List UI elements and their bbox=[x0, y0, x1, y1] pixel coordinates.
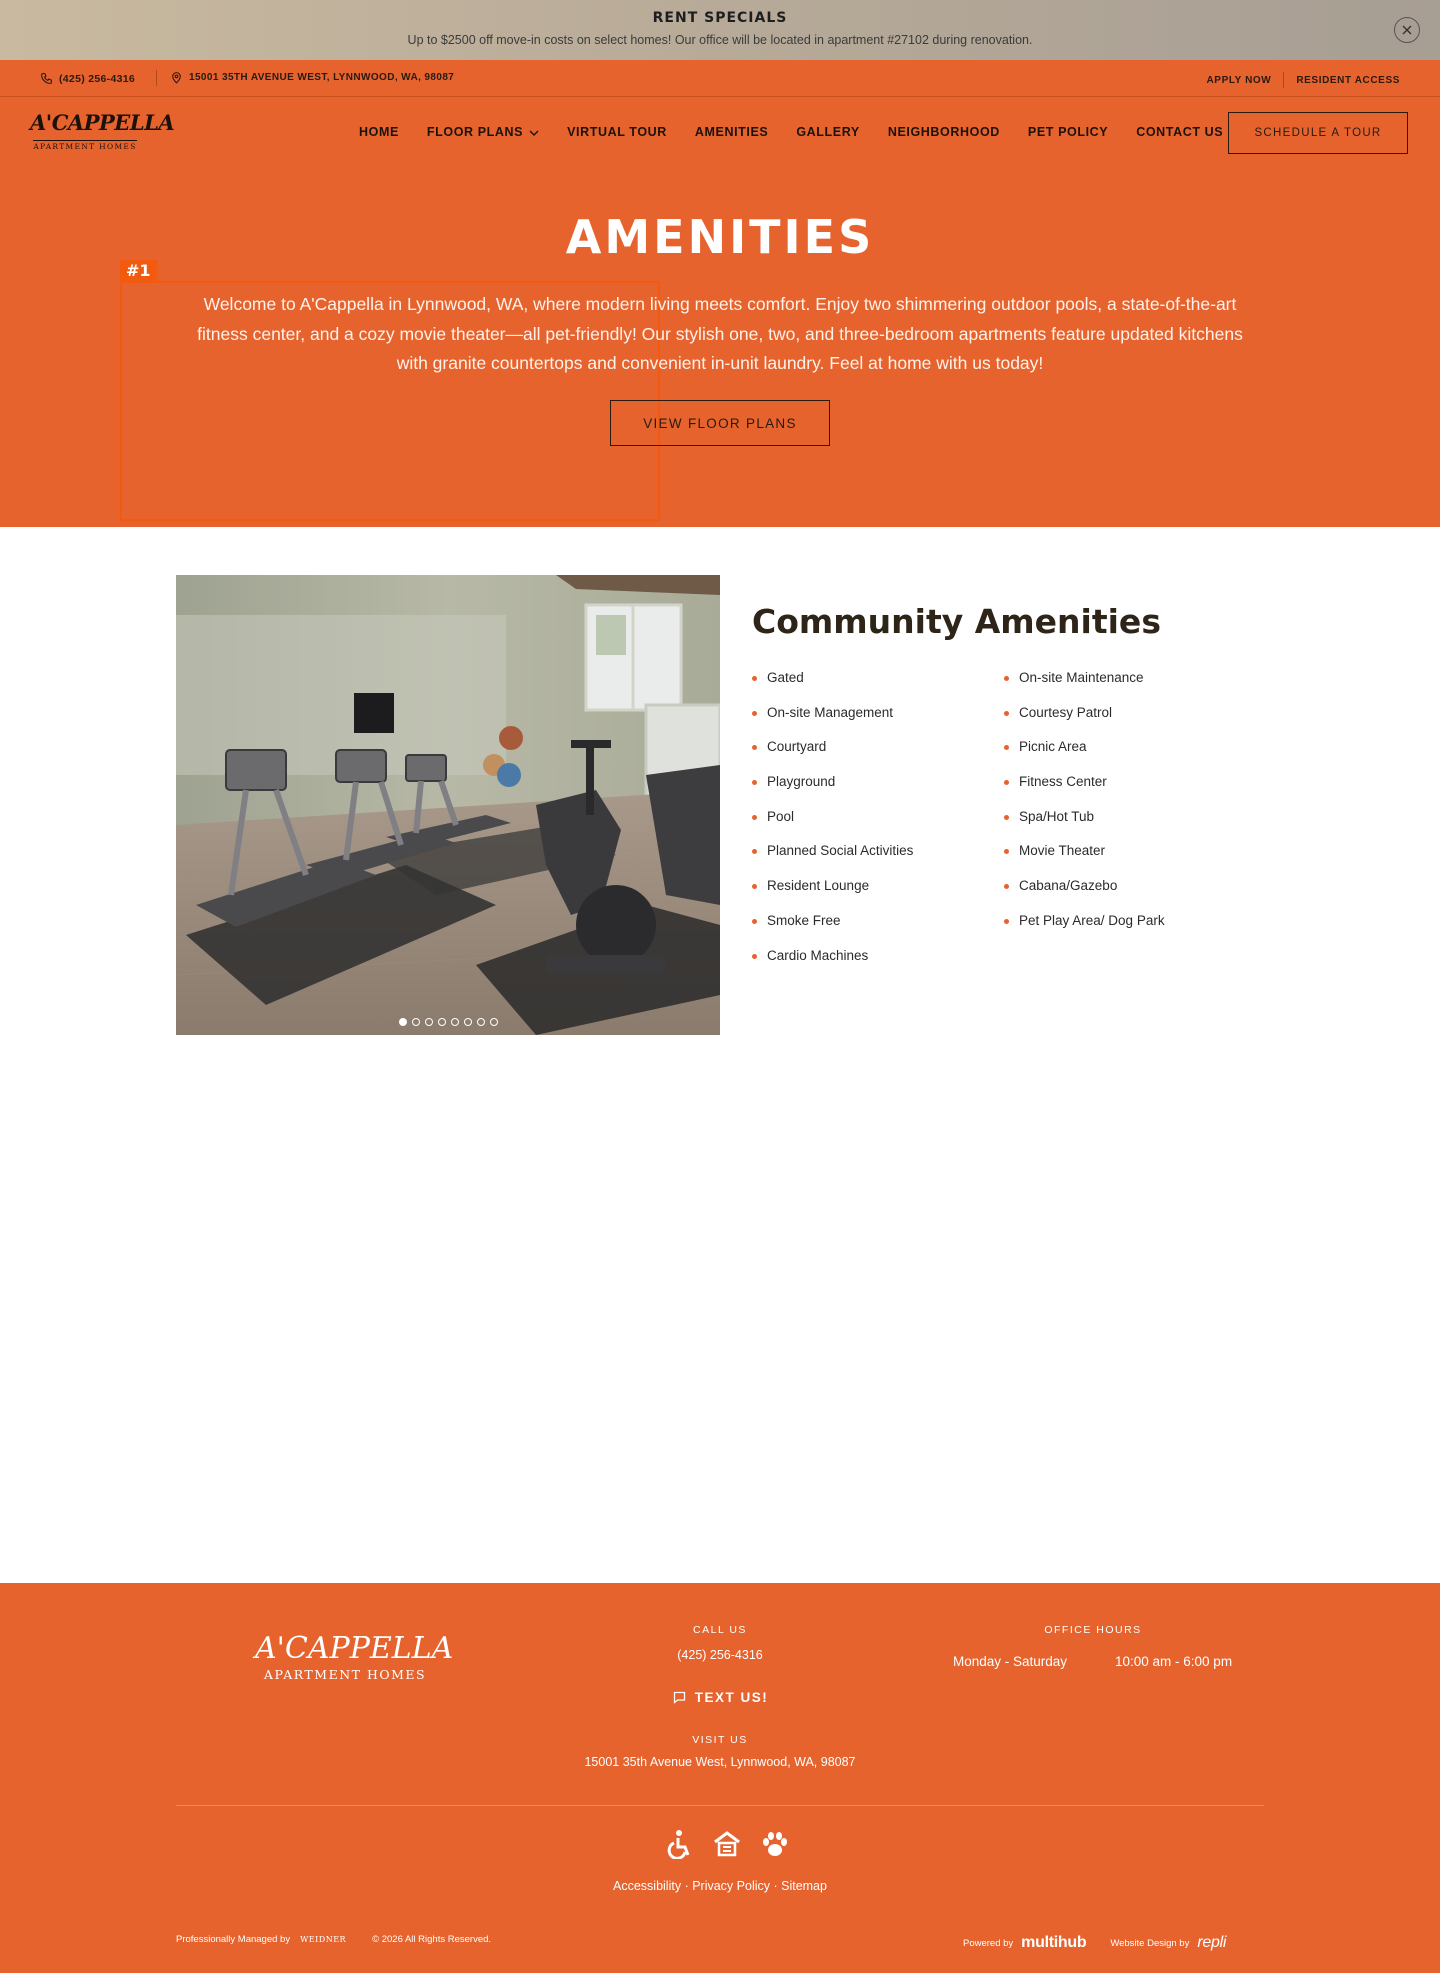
main-nav bbox=[359, 124, 1223, 140]
footer-legal-links bbox=[0, 1879, 1440, 1893]
amenity-item: Courtyard bbox=[752, 737, 913, 772]
resident-access-link[interactable]: RESIDENT ACCESS bbox=[1296, 74, 1400, 86]
fitness-center-photo bbox=[176, 575, 720, 1035]
link-separator: · bbox=[681, 1879, 693, 1893]
nav-pet-policy[interactable]: PET POLICY bbox=[1027, 125, 1109, 139]
carousel-dot[interactable] bbox=[477, 1018, 485, 1026]
banner-title: RENT SPECIALS bbox=[652, 10, 788, 26]
amenity-photo-carousel[interactable] bbox=[176, 575, 720, 1035]
amenity-item: Cabana/Gazebo bbox=[1004, 876, 1165, 911]
utility-bar bbox=[0, 60, 1440, 97]
logo-subtitle: APARTMENT HOMES bbox=[33, 142, 137, 151]
amenity-item: Smoke Free bbox=[752, 911, 913, 946]
carousel-dot[interactable] bbox=[490, 1018, 498, 1026]
chat-bubble-icon bbox=[672, 1690, 687, 1705]
phone-icon bbox=[40, 72, 53, 85]
utility-phone-text: (425) 256-4316 bbox=[59, 72, 136, 85]
office-hours-days: Monday - Saturday bbox=[953, 1654, 1068, 1669]
text-us-button[interactable] bbox=[670, 1690, 770, 1705]
amenity-item: Cardio Machines bbox=[752, 946, 913, 981]
footer-compliance-icons bbox=[655, 1829, 799, 1859]
multihub-logo[interactable]: multihub bbox=[1021, 1934, 1087, 1951]
nav-gallery[interactable]: GALLERY bbox=[796, 125, 860, 139]
equal-housing-icon bbox=[712, 1829, 742, 1859]
privacy-policy-link[interactable]: Privacy Policy bbox=[692, 1879, 770, 1893]
utility-links bbox=[1206, 72, 1400, 88]
amenity-item: Spa/Hot Tub bbox=[1004, 807, 1165, 842]
utility-phone-link[interactable] bbox=[40, 72, 135, 85]
carousel-dot[interactable] bbox=[425, 1018, 433, 1026]
utility-address-link[interactable] bbox=[170, 71, 454, 84]
rent-specials-banner bbox=[0, 0, 1440, 60]
carousel-dot[interactable] bbox=[412, 1018, 420, 1026]
site-footer bbox=[0, 1583, 1440, 1973]
nav-home[interactable]: HOME bbox=[359, 125, 399, 139]
visit-us-label: VISIT US bbox=[692, 1734, 748, 1746]
amenity-item: Pet Play Area/ Dog Park bbox=[1004, 911, 1165, 946]
nav-floor-plans-label: FLOOR PLANS bbox=[426, 125, 524, 139]
amenity-item: Movie Theater bbox=[1004, 841, 1165, 876]
amenities-list-left bbox=[752, 668, 913, 980]
apply-now-link[interactable]: APPLY NOW bbox=[1206, 74, 1272, 86]
powered-by bbox=[963, 1934, 1226, 1952]
amenity-item: Pool bbox=[752, 807, 913, 842]
chevron-down-icon bbox=[529, 127, 539, 137]
highlight-marker-label: #1 bbox=[120, 260, 157, 282]
accessibility-icon[interactable] bbox=[664, 1829, 694, 1859]
logo-wordmark: A'CAPPELLA bbox=[30, 110, 175, 135]
carousel-dot[interactable] bbox=[438, 1018, 446, 1026]
footer-logo[interactable] bbox=[255, 1631, 454, 1682]
page-title: AMENITIES bbox=[565, 210, 875, 264]
utility-address-text: 15001 35TH AVENUE WEST, LYNNWOOD, WA, 98087 bbox=[189, 72, 455, 83]
amenity-item: On-site Maintenance bbox=[1004, 668, 1165, 703]
powered-by-text: Powered by bbox=[963, 1937, 1014, 1949]
site-logo[interactable] bbox=[30, 110, 175, 158]
managed-by bbox=[176, 1934, 491, 1945]
carousel-dot[interactable] bbox=[451, 1018, 459, 1026]
footer-phone-link[interactable]: (425) 256-4316 bbox=[677, 1648, 763, 1662]
nav-neighborhood[interactable]: NEIGHBORHOOD bbox=[887, 125, 1000, 139]
accessibility-link[interactable]: Accessibility bbox=[613, 1879, 682, 1893]
call-us-label: CALL US bbox=[693, 1624, 747, 1636]
amenity-item: Courtesy Patrol bbox=[1004, 703, 1165, 738]
nav-virtual-tour[interactable]: VIRTUAL TOUR bbox=[567, 125, 667, 139]
amenity-item: Resident Lounge bbox=[752, 876, 913, 911]
footer-address-link[interactable]: 15001 35th Avenue West, Lynnwood, WA, 98087 bbox=[584, 1755, 856, 1769]
banner-text: Up to $2500 off move-in costs on select homes! Our office will be located in apartment #27102 during renovation. bbox=[407, 33, 1033, 47]
carousel-dots bbox=[176, 1018, 720, 1026]
utility-divider bbox=[156, 70, 157, 86]
amenity-item: Picnic Area bbox=[1004, 737, 1165, 772]
hero-description: Welcome to A'Cappella in Lynnwood, WA, where modern living meets comfort. Enjoy two shimmering outdoor pools, a state-of-the-art fitness center, and a cozy movie theater—all pet-friendly! Our stylish one, two, and three-bedroom apartments feature updated kitchens with granite countertops and convenient in-unit laundry. Feel at home with us today! bbox=[197, 294, 1243, 373]
managed-by-text: Professionally Managed by bbox=[176, 1934, 291, 1945]
amenity-item: Gated bbox=[752, 668, 913, 703]
nav-amenities[interactable]: AMENITIES bbox=[694, 125, 769, 139]
amenity-item: Playground bbox=[752, 772, 913, 807]
text-us-label: TEXT US! bbox=[694, 1690, 769, 1705]
nav-contact-us[interactable]: CONTACT US bbox=[1136, 125, 1224, 139]
nav-floor-plans[interactable] bbox=[427, 125, 539, 139]
schedule-tour-button[interactable]: SCHEDULE A TOUR bbox=[1228, 112, 1408, 154]
pet-paw-icon bbox=[760, 1829, 790, 1859]
office-hours-time: 10:00 am - 6:00 pm bbox=[1115, 1654, 1233, 1669]
footer-logo-subtitle: APARTMENT HOMES bbox=[263, 1667, 427, 1682]
sitemap-link[interactable]: Sitemap bbox=[781, 1879, 827, 1893]
community-amenities-heading: Community Amenities bbox=[752, 602, 1161, 641]
office-hours-label: OFFICE HOURS bbox=[1044, 1624, 1142, 1636]
carousel-dot[interactable] bbox=[399, 1018, 407, 1026]
hero-section bbox=[0, 60, 1440, 527]
amenity-item: Fitness Center bbox=[1004, 772, 1165, 807]
footer-divider bbox=[176, 1805, 1264, 1806]
weidner-logo[interactable]: WEIDNER bbox=[300, 1935, 347, 1944]
utility-divider bbox=[1283, 72, 1284, 88]
amenity-item: Planned Social Activities bbox=[752, 841, 913, 876]
link-separator: · bbox=[770, 1879, 782, 1893]
amenities-list-right bbox=[1004, 668, 1165, 946]
close-icon[interactable] bbox=[1394, 17, 1420, 43]
view-floor-plans-button[interactable]: VIEW FLOOR PLANS bbox=[610, 400, 830, 446]
location-pin-icon bbox=[170, 71, 183, 84]
copyright-text: © 2026 All Rights Reserved. bbox=[372, 1934, 492, 1945]
repli-logo[interactable]: repli bbox=[1197, 1934, 1227, 1951]
design-by-text: Website Design by bbox=[1110, 1937, 1190, 1949]
amenity-item: On-site Management bbox=[752, 703, 913, 738]
carousel-dot[interactable] bbox=[464, 1018, 472, 1026]
footer-logo-wordmark: A'CAPPELLA bbox=[255, 1631, 454, 1666]
